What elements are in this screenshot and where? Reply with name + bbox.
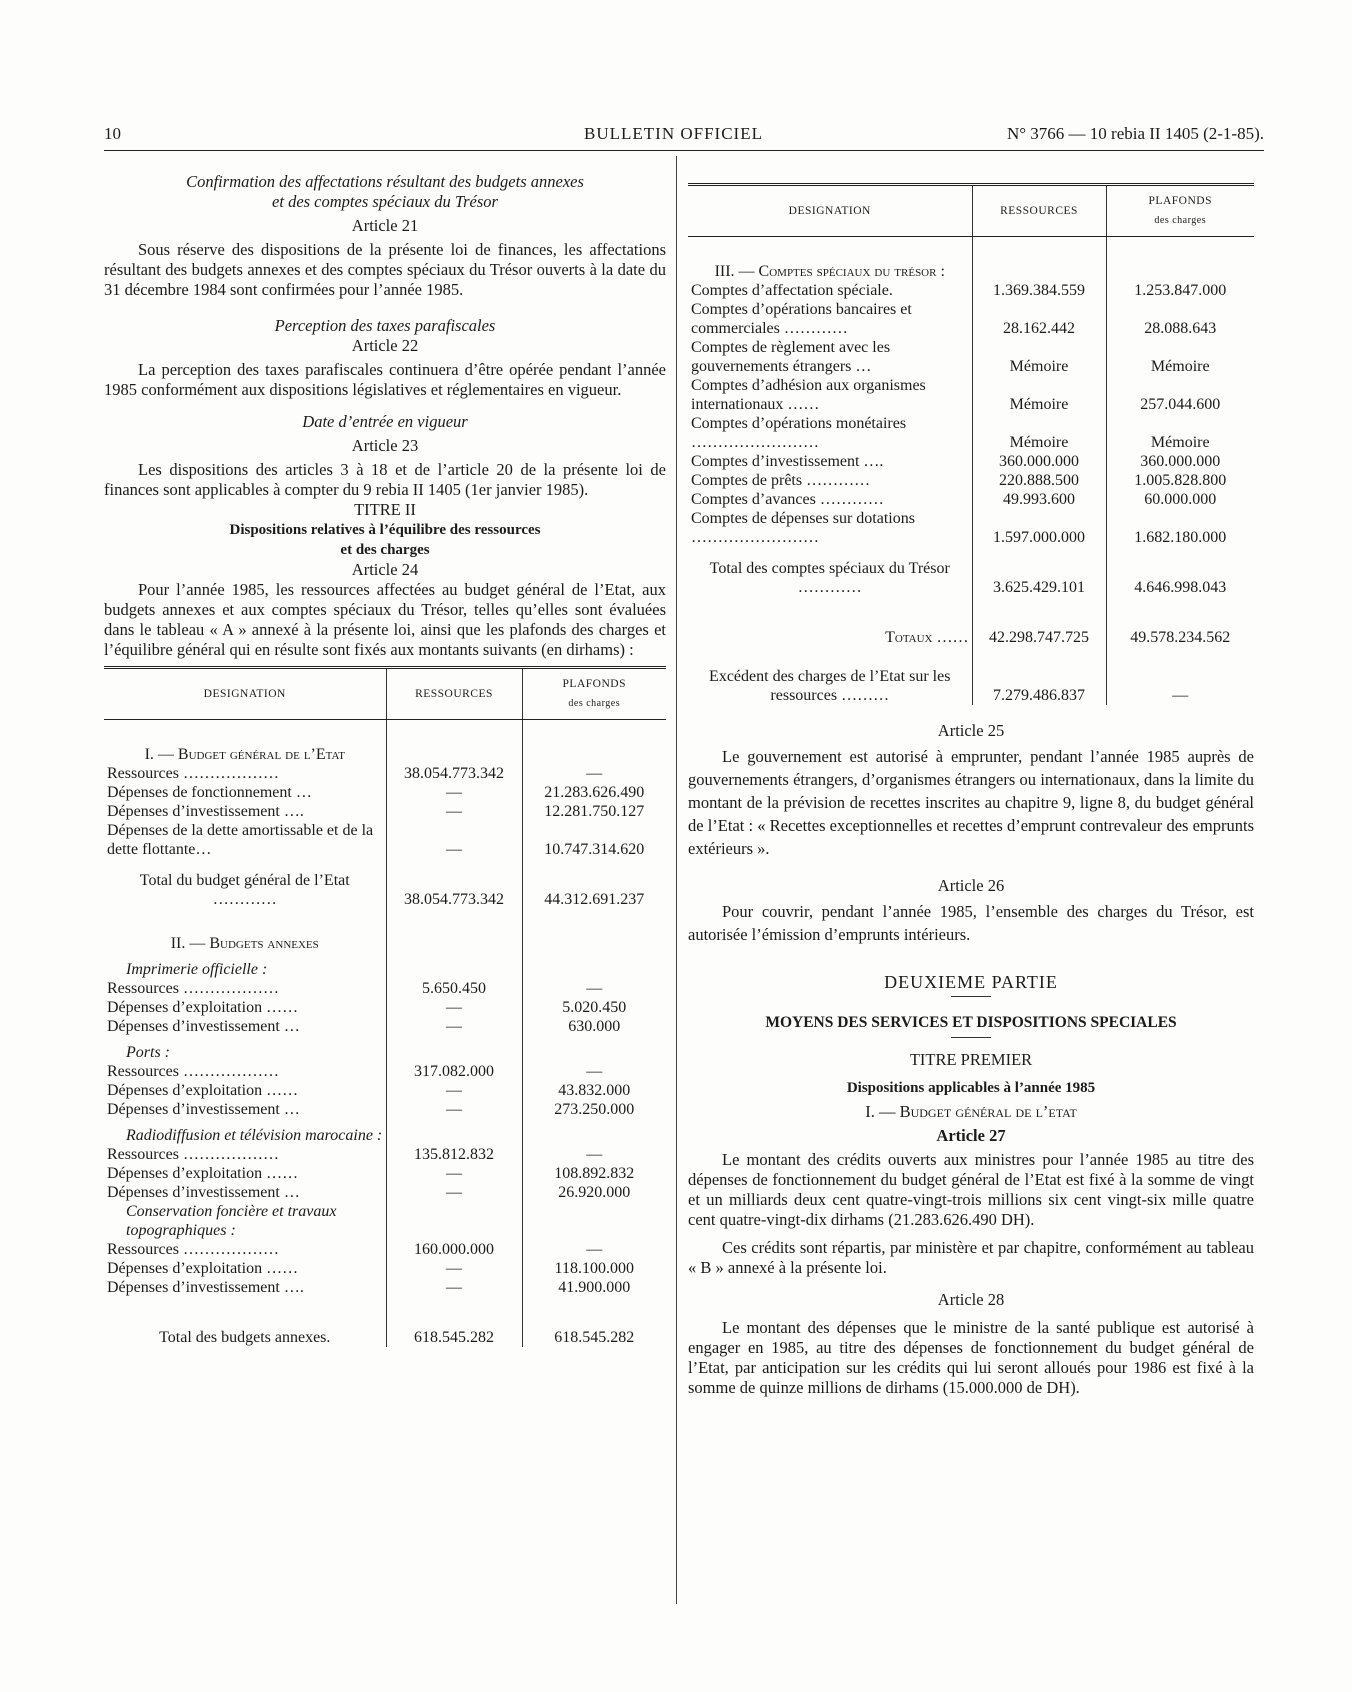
table-row [104, 783, 666, 802]
col-header-plafonds-label: PLAFONDS [562, 678, 626, 690]
plafonds-cell: 618.545.282 [554, 1328, 635, 1346]
section-title-confirmation: Confirmation des affectations résultant des budgets annexes [186, 172, 584, 191]
plafonds-cell: — [586, 1240, 603, 1258]
designation-cell: Dépenses d’investissement … [104, 1183, 386, 1202]
designation-cell: I. — Budget général de l’Etat [104, 720, 386, 764]
article-23-heading: Article 23 [351, 436, 419, 455]
table-row [104, 1062, 666, 1081]
ressources-cell [972, 237, 1106, 281]
ressources-cell [386, 953, 522, 979]
designation-cell: Dépenses d’exploitation …… [104, 1164, 386, 1183]
designation-cell: Dépenses d’investissement …. [104, 802, 386, 821]
plafonds-cell: 1.682.180.000 [1134, 528, 1227, 546]
ressources-cell [386, 1036, 522, 1062]
article-26-heading: Article 26 [937, 875, 1005, 895]
ressources-cell: 220.888.500 [972, 471, 1106, 490]
ressources-cell: — [386, 1259, 522, 1278]
article-28-heading: Article 28 [937, 1289, 1005, 1309]
table-row [104, 802, 666, 821]
part-2-rule [951, 996, 991, 997]
plafonds-cell: 1.253.847.000 [1134, 281, 1227, 299]
ressources-cell: — [386, 783, 522, 802]
part-2-heading: DEUXIEME PARTIE [884, 971, 1058, 992]
ressources-cell: 1.369.384.559 [972, 281, 1106, 300]
plafonds-cell: — [586, 764, 603, 782]
plafonds-cell: 4.646.998.043 [1134, 578, 1227, 596]
table-row [688, 237, 1254, 281]
ressources-cell: — [386, 1278, 522, 1297]
table-row [104, 1259, 666, 1278]
col-header-ressources: RESSOURCES [386, 668, 522, 720]
table-row [104, 764, 666, 783]
designation-cell: Comptes d’investissement …. [688, 452, 972, 471]
table-row [688, 647, 1254, 705]
designation-cell: Comptes d’adhésion aux organismes internationaux …… [688, 376, 972, 414]
ressources-cell: Mémoire [972, 414, 1106, 452]
plafonds-cell: 49.578.234.562 [1130, 628, 1231, 646]
designation-cell: Dépenses de la dette amortissable et de la dette flottante… [104, 821, 386, 859]
plafonds-cell [522, 953, 666, 979]
moyens-rule [951, 1037, 991, 1038]
designation-cell: Dépenses d’exploitation …… [104, 1081, 386, 1100]
col-header-plafonds-sub: des charges [1154, 215, 1207, 226]
ressources-cell [386, 1119, 522, 1145]
designation-cell: Ressources ……………… [104, 1062, 386, 1081]
designation-cell: Total des comptes spéciaux du Trésor ………… [688, 547, 972, 597]
table-row [688, 414, 1254, 452]
designation-cell: Comptes de prêts ………… [688, 471, 972, 490]
designation-cell: Comptes d’affectation spéciale. [688, 281, 972, 300]
designation-cell: Comptes d’opérations monétaires …………………… [688, 414, 972, 452]
plafonds-cell [522, 1202, 666, 1240]
table-row [104, 1036, 666, 1062]
table-row [688, 597, 1254, 647]
designation-cell: III. — Comptes spéciaux du trésor : [688, 237, 972, 281]
plafonds-cell: 28.088.643 [1144, 319, 1217, 337]
ressources-cell: 135.812.832 [386, 1145, 522, 1164]
table-row [104, 1164, 666, 1183]
designation-cell: Comptes d’opérations bancaires et commerciales ………… [688, 300, 972, 338]
plafonds-cell [522, 1119, 666, 1145]
ressources-cell: — [386, 998, 522, 1017]
article-24-heading: Article 24 [351, 560, 419, 579]
right-budget-table [688, 183, 1254, 705]
ressources-cell [386, 1202, 522, 1240]
ressources-cell: Mémoire [972, 376, 1106, 414]
plafonds-cell [1106, 237, 1254, 281]
ressources-cell: — [386, 1164, 522, 1183]
plafonds-cell [522, 720, 666, 764]
titre-2-subtitle-line2: et des charges [340, 542, 430, 558]
designation-cell: Comptes d’avances ………… [688, 490, 972, 509]
designation-cell: Dépenses d’investissement … [104, 1100, 386, 1119]
designation-cell: Conservation foncière et travaux topographiques : [104, 1202, 386, 1240]
table-row [104, 909, 666, 953]
ressources-cell: 360.000.000 [972, 452, 1106, 471]
ressources-cell: 38.054.773.342 [386, 859, 522, 909]
page-number: 10 [104, 124, 121, 143]
plafonds-cell: — [1172, 686, 1189, 704]
designation-cell: Ports : [104, 1036, 386, 1062]
dispositions-1985-heading: Dispositions applicables à l’année 1985 [846, 1079, 1096, 1096]
ressources-cell: 28.162.442 [972, 300, 1106, 338]
designation-cell: Dépenses de fonctionnement … [104, 783, 386, 802]
designation-cell: Total du budget général de l’Etat ………… [104, 859, 386, 909]
designation-cell: Dépenses d’investissement … [104, 1017, 386, 1036]
article-22-heading: Article 22 [351, 336, 419, 355]
designation-cell: Dépenses d’exploitation …… [104, 1259, 386, 1278]
plafonds-cell: — [586, 1145, 603, 1163]
article-25-text: Le gouvernement est autorisé à emprunter, pendant l’année 1985 auprès de gouvernements étrangers, d’organismes étrangers ou internationaux, dans la limite du montant de la prévision de recettes inscrites au chapitre 9, ligne 8, du budget général de l’Etat : « Recettes exceptionnelles et recettes d’emprunt contrevaleur des emprunts extérieurs ». [688, 746, 1254, 858]
plafonds-cell: 44.312.691.237 [544, 890, 645, 908]
left-table-body [104, 720, 666, 1347]
ressources-cell: — [386, 1017, 522, 1036]
article-22-text: La perception des taxes parafiscales continuera d’être opérée pendant l’année 1985 conformément aux dispositions législatives et réglementaires en vigueur. [104, 360, 666, 399]
table-row [104, 979, 666, 998]
plafonds-cell: — [586, 979, 603, 997]
budget-general-heading: I. — Budget général de l’etat [865, 1101, 1077, 1121]
ressources-cell: 5.650.450 [386, 979, 522, 998]
table-row [104, 859, 666, 909]
plafonds-cell: Mémoire [1150, 357, 1210, 375]
column-divider [676, 156, 677, 1604]
col-header-plafonds [522, 668, 666, 720]
designation-cell: Radiodiffusion et télévision marocaine : [104, 1119, 386, 1145]
ressources-cell: 160.000.000 [386, 1240, 522, 1259]
plafonds-cell: 21.283.626.490 [544, 783, 645, 801]
table-row [688, 547, 1254, 597]
designation-cell: Ressources ……………… [104, 764, 386, 783]
article-27-heading: Article 27 [936, 1125, 1006, 1145]
ressources-cell: 7.279.486.837 [972, 647, 1106, 705]
moyens-heading: MOYENS DES SERVICES ET DISPOSITIONS SPECIALES [765, 1013, 1177, 1031]
plafonds-cell: 60.000.000 [1144, 490, 1217, 508]
col-header-plafonds [1106, 185, 1254, 237]
col-header-designation: DESIGNATION [104, 668, 386, 720]
col-header-ressources: RESSOURCES [972, 185, 1106, 237]
ressources-cell: 618.545.282 [386, 1297, 522, 1347]
plafonds-cell: 12.281.750.127 [544, 802, 645, 820]
ressources-cell [386, 909, 522, 953]
plafonds-cell [522, 1036, 666, 1062]
designation-cell: Ressources ……………… [104, 979, 386, 998]
ressources-cell: — [386, 802, 522, 821]
article-21-heading: Article 21 [351, 216, 419, 235]
ressources-cell: 42.298.747.725 [972, 597, 1106, 647]
ressources-cell: 317.082.000 [386, 1062, 522, 1081]
article-23-text: Les dispositions des articles 3 à 18 et de l’article 20 de la présente loi de finances sont applicables à compter du 9 rebia II 1405 (1er janvier 1985). [104, 460, 666, 499]
table-row [688, 300, 1254, 338]
plafonds-cell: 257.044.600 [1140, 395, 1221, 413]
ressources-cell: 38.054.773.342 [386, 764, 522, 783]
table-row [688, 471, 1254, 490]
ressources-cell [386, 720, 522, 764]
plafonds-cell: 273.250.000 [554, 1100, 635, 1118]
publication-title: BULLETIN OFFICIEL [584, 124, 763, 143]
designation-cell: Totaux …… [688, 597, 972, 647]
right-table-body [688, 237, 1254, 705]
table-row [688, 338, 1254, 376]
plafonds-cell: 26.920.000 [558, 1183, 631, 1201]
table-row [104, 1202, 666, 1240]
section-title-entree-vigueur: Date d’entrée en vigueur [302, 412, 468, 431]
article-21-text: Sous réserve des dispositions de la présente loi de finances, les affectations résultant des budgets annexes et des comptes spéciaux du Trésor ouverts à la date du 31 décembre 1984 sont confirmées pour l’année 1985. [104, 240, 666, 299]
plafonds-cell: 108.892.832 [554, 1164, 635, 1182]
table-row [104, 1278, 666, 1297]
plafonds-cell: 5.020.450 [562, 998, 627, 1016]
article-28-text: Le montant des dépenses que le ministre de la santé publique est autorisé à engager en 1985, au titre des dépenses de fonctionnement du budget général de l’Etat, par anticipation sur les crédits qui lui seront alloués pour 1986 est fixé à la somme de quinze millions de dirhams (15.000.000 de DH). [688, 1317, 1254, 1397]
article-26-text: Pour couvrir, pendant l’année 1985, l’ensemble des charges du Trésor, est autorisée l’émission d’emprunts intérieurs. [688, 901, 1254, 944]
designation-cell: Dépenses d’exploitation …… [104, 998, 386, 1017]
table-row [104, 720, 666, 764]
designation-cell: Comptes de dépenses sur dotations …………………… [688, 509, 972, 547]
table-row [688, 376, 1254, 414]
ressources-cell: 1.597.000.000 [972, 509, 1106, 547]
ressources-cell: — [386, 1081, 522, 1100]
table-row [104, 1119, 666, 1145]
plafonds-cell: 41.900.000 [558, 1278, 631, 1296]
col-header-plafonds-label: PLAFONDS [1148, 195, 1212, 207]
table-row [104, 1183, 666, 1202]
ressources-cell: — [386, 821, 522, 859]
section-title-perception: Perception des taxes parafiscales [274, 316, 496, 335]
ressources-cell: Mémoire [972, 338, 1106, 376]
table-row [104, 953, 666, 979]
table-row [104, 1145, 666, 1164]
left-column [104, 172, 666, 1347]
designation-cell: II. — Budgets annexes [104, 909, 386, 953]
designation-cell: Comptes de règlement avec les gouvernements étrangers … [688, 338, 972, 376]
plafonds-cell: 118.100.000 [554, 1259, 634, 1277]
plafonds-cell: — [586, 1062, 603, 1080]
article-25-heading: Article 25 [937, 720, 1005, 740]
table-row [688, 509, 1254, 547]
table-row [104, 1017, 666, 1036]
table-row [104, 1240, 666, 1259]
plafonds-cell: 43.832.000 [558, 1081, 631, 1099]
plafonds-cell: 10.747.314.620 [544, 840, 645, 858]
article-24-text: Pour l’année 1985, les ressources affectées au budget général de l’Etat, aux budgets annexes et aux comptes spéciaux du Trésor, telles qu’elles sont évaluées dans le tableau « A » annexé à la présente loi, ainsi que les plafonds des charges et l’équilibre général qui en résulte sont fixés aux montants suivants (en dirhams) : [104, 580, 666, 659]
designation-cell: Excédent des charges de l’Etat sur les ressources ……… [688, 647, 972, 705]
designation-cell: Ressources ……………… [104, 1145, 386, 1164]
issue-info: N° 3766 — 10 rebia II 1405 (2-1-85). [1006, 124, 1264, 143]
article-27-text-2: Ces crédits sont répartis, par ministère et par chapitre, conformément au tableau « B » annexé à la présente loi. [688, 1237, 1254, 1277]
page-header [104, 124, 1264, 146]
right-column [688, 183, 1254, 1398]
ressources-cell: — [386, 1183, 522, 1202]
plafonds-cell: 1.005.828.800 [1134, 471, 1227, 489]
col-header-plafonds-sub: des charges [568, 698, 621, 709]
table-row [104, 1297, 666, 1347]
table-row [688, 281, 1254, 300]
ressources-cell: 3.625.429.101 [972, 547, 1106, 597]
designation-cell: Ressources ……………… [104, 1240, 386, 1259]
table-row [104, 998, 666, 1017]
designation-cell: Imprimerie officielle : [104, 953, 386, 979]
left-budget-table [104, 666, 666, 1347]
designation-cell: Total des budgets annexes. [104, 1297, 386, 1347]
table-row [104, 1100, 666, 1119]
titre-2-heading: TITRE II [354, 500, 416, 519]
plafonds-cell: Mémoire [1150, 433, 1210, 451]
table-row [104, 821, 666, 859]
titre-2-subtitle: Dispositions relatives à l’équilibre des ressources [229, 522, 541, 538]
ressources-cell: — [386, 1100, 522, 1119]
col-header-designation: DESIGNATION [688, 185, 972, 237]
plafonds-cell: 360.000.000 [1140, 452, 1221, 470]
table-row [104, 1081, 666, 1100]
article-27-text: Le montant des crédits ouverts aux ministres pour l’année 1985 au titre des dépenses de fonctionnement du budget général de l’Etat est fixé à la somme de vingt et un milliards deux cent quatre-vingt-trois millions six cent vingt-six mille quatre cent quatre-vingt-dix dirhams (21.283.626.490 DH). [688, 1149, 1254, 1229]
designation-cell: Dépenses d’investissement …. [104, 1278, 386, 1297]
table-row [688, 452, 1254, 471]
plafonds-cell [522, 909, 666, 953]
plafonds-cell: 630.000 [568, 1017, 621, 1035]
section-title-confirmation-line2: et des comptes spéciaux du Trésor [272, 192, 498, 211]
ressources-cell: 49.993.600 [972, 490, 1106, 509]
titre-premier-heading: TITRE PREMIER [909, 1049, 1033, 1069]
header-rule [104, 150, 1264, 151]
table-row [688, 490, 1254, 509]
